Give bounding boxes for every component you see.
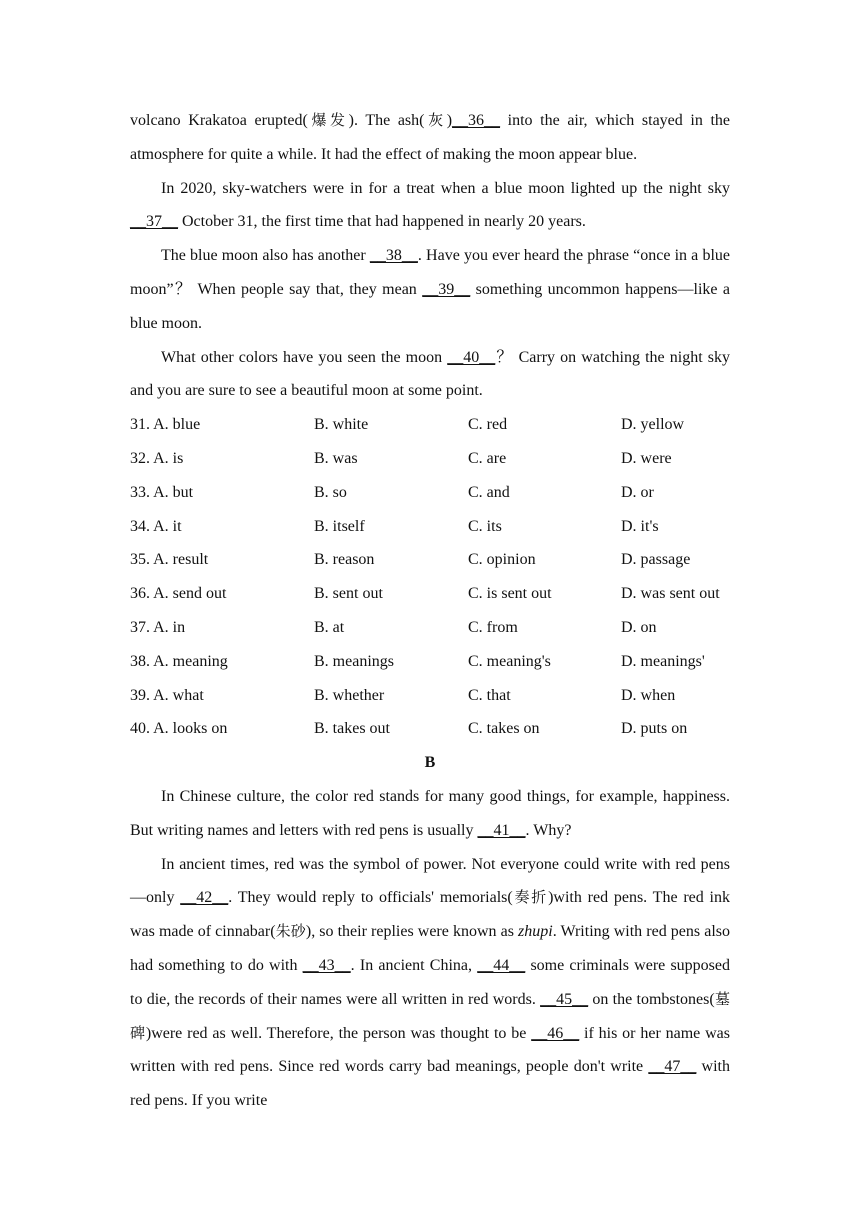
option-c[interactable]: C. are [468, 449, 507, 467]
option-row-40 [130, 712, 730, 746]
section-b-title: B [424, 754, 436, 772]
passage-a-paragraph-4 [130, 341, 730, 409]
option-b[interactable]: B. takes out [314, 720, 390, 738]
text: on the tombstones( [588, 990, 715, 1008]
option-d[interactable]: D. yellow [621, 416, 685, 434]
document-page [130, 104, 730, 1118]
option-b[interactable]: B. meanings [314, 652, 394, 670]
option-a[interactable]: 39. A. what [130, 686, 204, 704]
text: ), so their replies were known as [305, 923, 519, 941]
chinese-gloss: 朱砂 [275, 922, 306, 941]
option-c[interactable]: C. meaning's [468, 652, 551, 670]
text: )with red pens. The red ink was made of cinnabar( [130, 889, 730, 941]
passage-a-paragraph-3 [130, 239, 730, 340]
text: October 31, the first time that had happened in nearly 20 years. [178, 213, 586, 231]
chinese-gloss: 爆发 [307, 111, 349, 129]
option-a[interactable]: 32. A. is [130, 449, 184, 467]
text: )were red as well. Therefore, the person was thought to be [145, 1024, 532, 1042]
option-row-31 [130, 408, 730, 442]
option-b[interactable]: B. reason [314, 551, 375, 569]
option-b[interactable]: B. itself [314, 517, 365, 535]
option-row-36 [130, 577, 730, 611]
blank-38[interactable]: __38__ [369, 247, 418, 265]
option-row-38 [130, 645, 730, 679]
text: What other colors have you seen the moon [161, 348, 448, 366]
blank-36[interactable]: __36__ [452, 112, 501, 129]
option-c[interactable]: C. opinion [468, 551, 536, 569]
option-d[interactable]: D. passage [621, 551, 691, 569]
option-d[interactable]: D. meanings' [621, 652, 705, 670]
blank-43[interactable]: __43__ [302, 956, 351, 974]
text: . Have you ever heard the phrase “once in a blue moon”？ When people say that, they mean [130, 247, 730, 298]
blank-39[interactable]: __39__ [422, 280, 471, 298]
text: something uncommon happens—like a blue moon. [130, 280, 730, 332]
text: The blue moon also has another [161, 247, 370, 265]
option-d[interactable]: D. was sent out [621, 585, 720, 603]
option-a[interactable]: 34. A. it [130, 517, 182, 535]
option-c[interactable]: C. takes on [468, 720, 540, 738]
chinese-gloss: 灰 [424, 111, 447, 129]
option-c[interactable]: C. from [468, 618, 518, 636]
option-a[interactable]: 35. A. result [130, 551, 209, 569]
blank-40[interactable]: __40__ [447, 348, 496, 366]
text: volcano Krakatoa erupted( [130, 112, 308, 129]
option-c[interactable]: C. is sent out [468, 585, 552, 603]
option-b[interactable]: B. so [314, 483, 347, 501]
passage-b-paragraph-1 [130, 780, 730, 848]
option-b[interactable]: B. sent out [314, 585, 383, 603]
blank-37[interactable]: __37__ [130, 213, 178, 231]
option-row-37 [130, 611, 730, 645]
option-b[interactable]: B. was [314, 449, 358, 467]
option-a[interactable]: 38. A. meaning [130, 652, 228, 670]
text: ). The ash( [348, 112, 425, 129]
option-a[interactable]: 31. A. blue [130, 416, 201, 434]
text: . In ancient China, [350, 956, 478, 974]
option-b[interactable]: B. whether [314, 686, 385, 704]
text: In 2020, sky-watchers were in for a treat when a blue moon lighted up the night sky [161, 179, 730, 197]
option-a[interactable]: 37. A. in [130, 618, 186, 636]
option-row-32 [130, 442, 730, 476]
text: . Writing with red pens also had something to do with [130, 923, 730, 974]
blank-45[interactable]: __45__ [540, 990, 589, 1008]
passage-a-paragraph-2 [130, 172, 730, 240]
text: ) [446, 112, 453, 129]
option-a[interactable]: 33. A. but [130, 483, 194, 501]
option-d[interactable]: D. when [621, 686, 676, 704]
text: In ancient times, red was the symbol of power. Not everyone could write with red pens—only [130, 855, 730, 907]
text: into the air, which stayed in the atmosphere for quite a while. It had the effect of making the moon appear blue. [130, 112, 730, 163]
option-d[interactable]: D. or [621, 483, 654, 501]
passage-b-paragraph-2 [130, 848, 730, 1118]
option-a[interactable]: 36. A. send out [130, 585, 227, 603]
option-d[interactable]: D. were [621, 449, 672, 467]
chinese-gloss: 奏折 [512, 888, 549, 907]
option-c[interactable]: C. that [468, 686, 511, 704]
text: some criminals were supposed to die, the records of their names were all written in red words. [130, 956, 730, 1008]
option-d[interactable]: D. on [621, 618, 657, 636]
blank-41[interactable]: __41__ [477, 821, 526, 839]
passage-a-paragraph-1 [130, 104, 730, 172]
blank-46[interactable]: __46__ [531, 1024, 580, 1042]
text: with red pens. If you write [130, 1058, 730, 1110]
option-row-33 [130, 476, 730, 510]
option-c[interactable]: C. and [468, 483, 510, 501]
text: if his or her name was written with red pens. Since red words carry bad meanings, people don't write [130, 1024, 731, 1076]
option-b[interactable]: B. at [314, 618, 345, 636]
option-c[interactable]: C. its [468, 517, 502, 535]
option-d[interactable]: D. puts on [621, 720, 688, 738]
text: . Why? [525, 821, 572, 839]
answer-options [130, 408, 730, 746]
text: . They would reply to officials' memorials( [228, 889, 513, 907]
text: In Chinese culture, the color red stands for many good things, for example, happiness. But writing names and letters with red pens is usually [130, 787, 730, 839]
blank-44[interactable]: __44__ [477, 956, 526, 974]
option-row-39 [130, 679, 730, 713]
blank-47[interactable]: __47__ [648, 1058, 697, 1076]
option-row-35 [130, 543, 730, 577]
blank-42[interactable]: __42__ [180, 889, 229, 907]
option-d[interactable]: D. it's [621, 517, 659, 535]
option-b[interactable]: B. white [314, 416, 369, 434]
option-c[interactable]: C. red [468, 416, 508, 434]
text: ？ Carry on watching the night sky and you are sure to see a beautiful moon at some point. [130, 348, 730, 400]
chinese-gloss: 墓碑 [130, 989, 730, 1042]
italic-term: zhupi [518, 923, 553, 941]
option-a[interactable]: 40. A. looks on [130, 720, 228, 738]
option-row-34 [130, 510, 730, 544]
